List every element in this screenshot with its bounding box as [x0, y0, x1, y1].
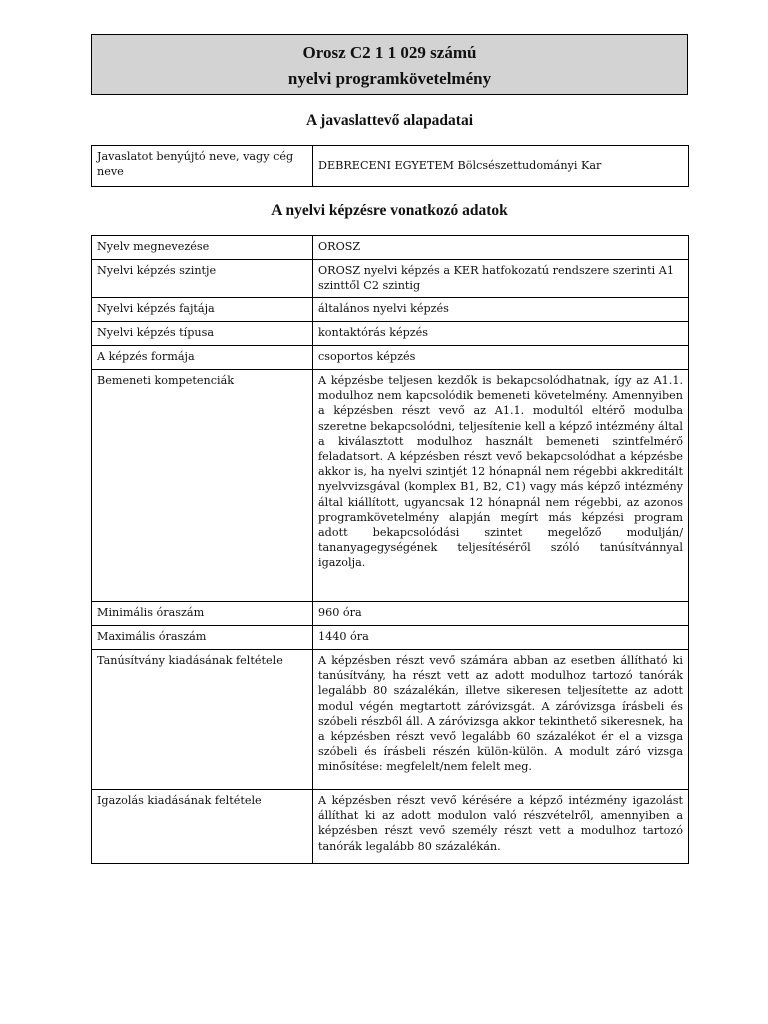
document-title-line1: Orosz C2 1 1 029 számú [302, 43, 477, 62]
table-row [92, 322, 689, 346]
table-row [92, 346, 689, 370]
section-heading-proposer: A javaslattevő alapadatai [305, 112, 474, 129]
document-title-box [91, 34, 688, 95]
row-value: A képzésben részt vevő kérésére a képző intézmény igazolást állíthat ki az adott modulon való részvételről, amennyiben a képzésben részt vevő személy részt vett a modulhoz tartozó tanórák legalább 80 százalékán. [313, 790, 689, 864]
row-value: általános nyelvi képzés [313, 298, 689, 322]
training-data-table [91, 235, 689, 864]
proposer-table [91, 145, 689, 187]
row-value: 960 óra [313, 602, 689, 626]
table-row [92, 260, 689, 298]
row-label: Nyelvi képzés típusa [92, 322, 313, 346]
row-value: kontaktórás képzés [313, 322, 689, 346]
row-value: OROSZ [313, 236, 689, 260]
row-value: A képzésben részt vevő számára abban az esetben állítható ki tanúsítvány, ha részt vett az adott modulhoz tartozó tanórák legalább 80 százalékán, illetve sikeresen teljesítette az adott modul végén megtartott záróvizsgát. A záróvizsga írásbeli és szóbeli részből áll. A záróvizsga akkor tekinthető sikeresnek, ha a képzésben részt vevő legalább 60 százalékot ér el a vizsga szóbeli és írásbeli részén külön-külön. A modult záró vizsga minősítése: megfelelt/nem felelt meg. [313, 650, 689, 790]
row-label: Igazolás kiadásának feltétele [92, 790, 313, 864]
section-heading-training: A nyelvi képzésre vonatkozó adatok [271, 202, 508, 219]
proposer-row [92, 146, 689, 187]
row-label: Minimális óraszám [92, 602, 313, 626]
proposer-label: Javaslatot benyújtó neve, vagy cég neve [92, 146, 313, 187]
row-label: Tanúsítvány kiadásának feltétele [92, 650, 313, 790]
row-label: Maximális óraszám [92, 626, 313, 650]
table-row [92, 790, 689, 864]
proposer-value: DEBRECENI EGYETEM Bölcsészettudományi Kar [313, 146, 689, 187]
row-value: csoportos képzés [313, 346, 689, 370]
table-row [92, 602, 689, 626]
table-row [92, 650, 689, 790]
row-label: Bemeneti kompetenciák [92, 370, 313, 602]
row-label: A képzés formája [92, 346, 313, 370]
row-label: Nyelv megnevezése [92, 236, 313, 260]
row-value: A képzésbe teljesen kezdők is bekapcsolódhatnak, így az A1.1. modulhoz nem kapcsolódik bemeneti követelmény. Amennyiben a képzésben részt vevő az A1.1. modultól eltérő modulba szeretne bekapcsolódni, teljesítenie kell a képző intézmény által a kiválasztott modulhoz használt bemeneti szintfelmérő feladatsort. A képzésben részt vevő bekapcsolódhat a képzésbe akkor is, ha nyelvi szintjét 12 hónapnál nem régebbi akkreditált nyelvvizsgával (komplex B1, B2, C1) vagy más képző intézmény által kiállított, ugyancsak 12 hónapnál nem régebbi, az azonos programkövetelmény alapján megírt más képzési program adott bekapcsolódási szintet megelőző modulján/ tananyagegységének teljesítéséről szóló tanúsítvánnyal igazolja. [313, 370, 689, 602]
row-label: Nyelvi képzés szintje [92, 260, 313, 298]
document-title-line2: nyelvi programkövetelmény [287, 69, 492, 88]
document-page [91, 34, 688, 864]
row-value: OROSZ nyelvi képzés a KER hatfokozatú rendszere szerinti A1 szinttől C2 szintig [313, 260, 689, 298]
table-row [92, 626, 689, 650]
row-label: Nyelvi képzés fajtája [92, 298, 313, 322]
table-row [92, 298, 689, 322]
row-value: 1440 óra [313, 626, 689, 650]
table-row [92, 370, 689, 602]
table-row [92, 236, 689, 260]
